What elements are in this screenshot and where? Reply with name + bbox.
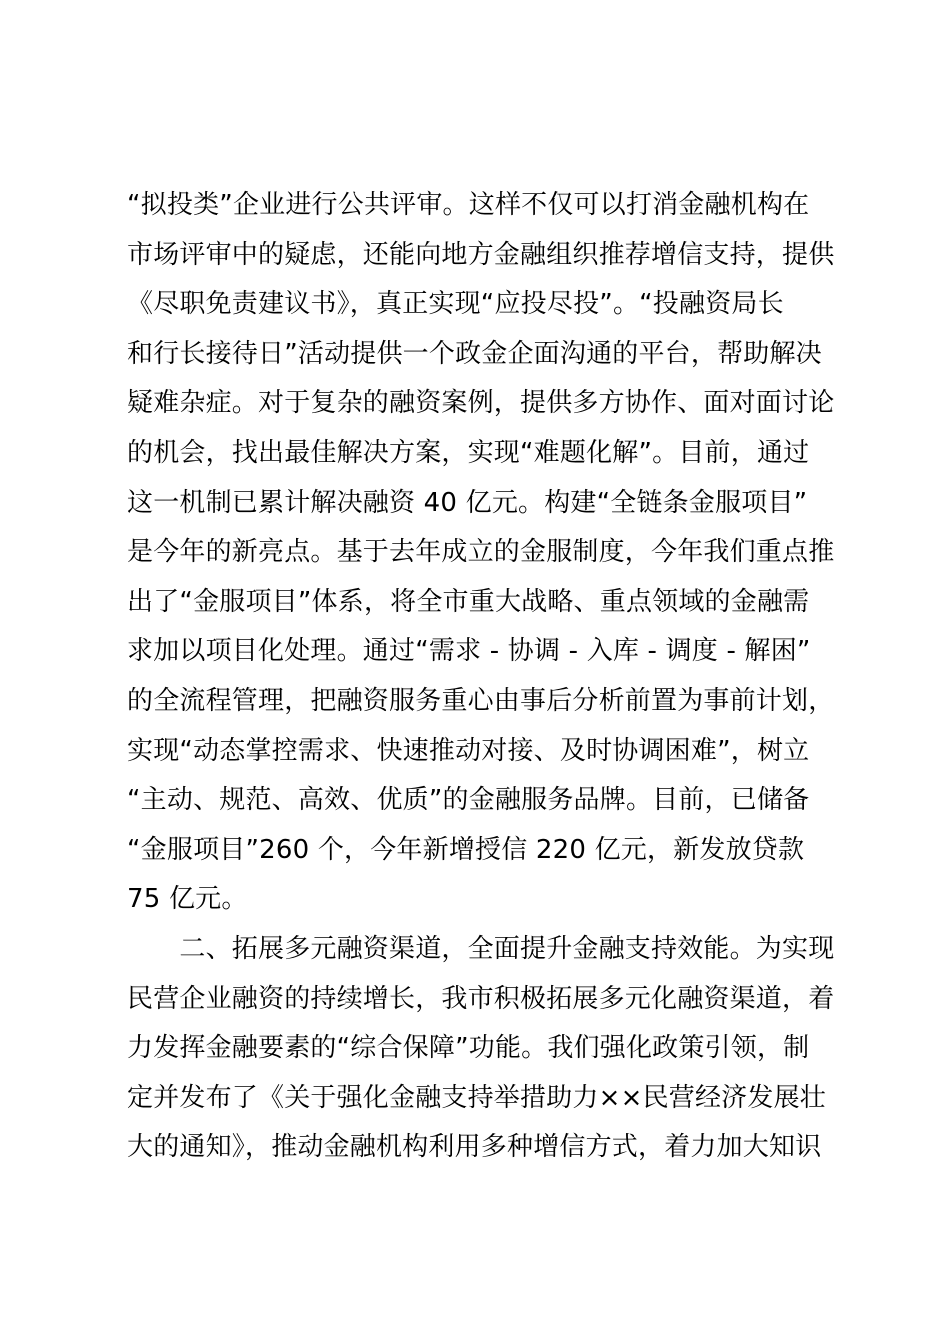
text-line: 疑难杂症。对于复杂的融资案例，提供多方协作、面对面讨论	[127, 388, 835, 419]
text-line: 定并发布了《关于强化金融支持举措助力××民营经济发展壮	[127, 1082, 826, 1113]
text-line: 大的通知》，推动金融机构利用多种增信方式，着力加大知识	[127, 1132, 822, 1163]
text-line: 实现“动态掌控需求、快速推动对接、及时协调困难”，树立	[127, 735, 810, 766]
text-line: 《尽职免责建议书》，真正实现“应投尽投”。“投融资局长	[127, 289, 784, 320]
text-line: 求加以项目化处理。通过“需求 - 协调 - 入库 - 调度 - 解困”	[127, 636, 811, 667]
text-line: 和行长接待日”活动提供一个政金企面沟通的平台，帮助解决	[127, 338, 822, 369]
text-line: 力发挥金融要素的“综合保障”功能。我们强化政策引领，制	[127, 1033, 810, 1064]
text-line: 的全流程管理，把融资服务重心由事后分析前置为事前计划，	[127, 685, 835, 716]
text-line: 出了“金服项目”体系，将全市重大战略、重点领域的金融需	[127, 586, 810, 617]
text-line: 是今年的新亮点。基于去年成立的金服制度，今年我们重点推	[127, 537, 835, 568]
text-line: 民营企业融资的持续增长，我市积极拓展多元化融资渠道，着	[127, 983, 835, 1014]
text-line: “主动、规范、高效、优质”的金融服务品牌。目前，已储备	[127, 785, 810, 816]
text-line: “拟投类”企业进行公共评审。这样不仅可以打消金融机构在	[127, 190, 810, 220]
text-line: 75 亿元。	[127, 884, 248, 915]
text-line: 市场评审中的疑虑，还能向地方金融组织推荐增信支持，提供	[127, 239, 835, 270]
body-text	[127, 181, 837, 1173]
text-line: “金服项目”260 个，今年新增授信 220 亿元，新发放贷款	[127, 834, 805, 865]
text-line: 二、拓展多元融资渠道，全面提升金融支持效能。为实现	[127, 933, 835, 964]
text-line: 这一机制已累计解决融资 40 亿元。构建“全链条金服项目”	[127, 487, 808, 518]
text-line: 的机会，找出最佳解决方案，实现“难题化解”。目前，通过	[127, 437, 810, 468]
